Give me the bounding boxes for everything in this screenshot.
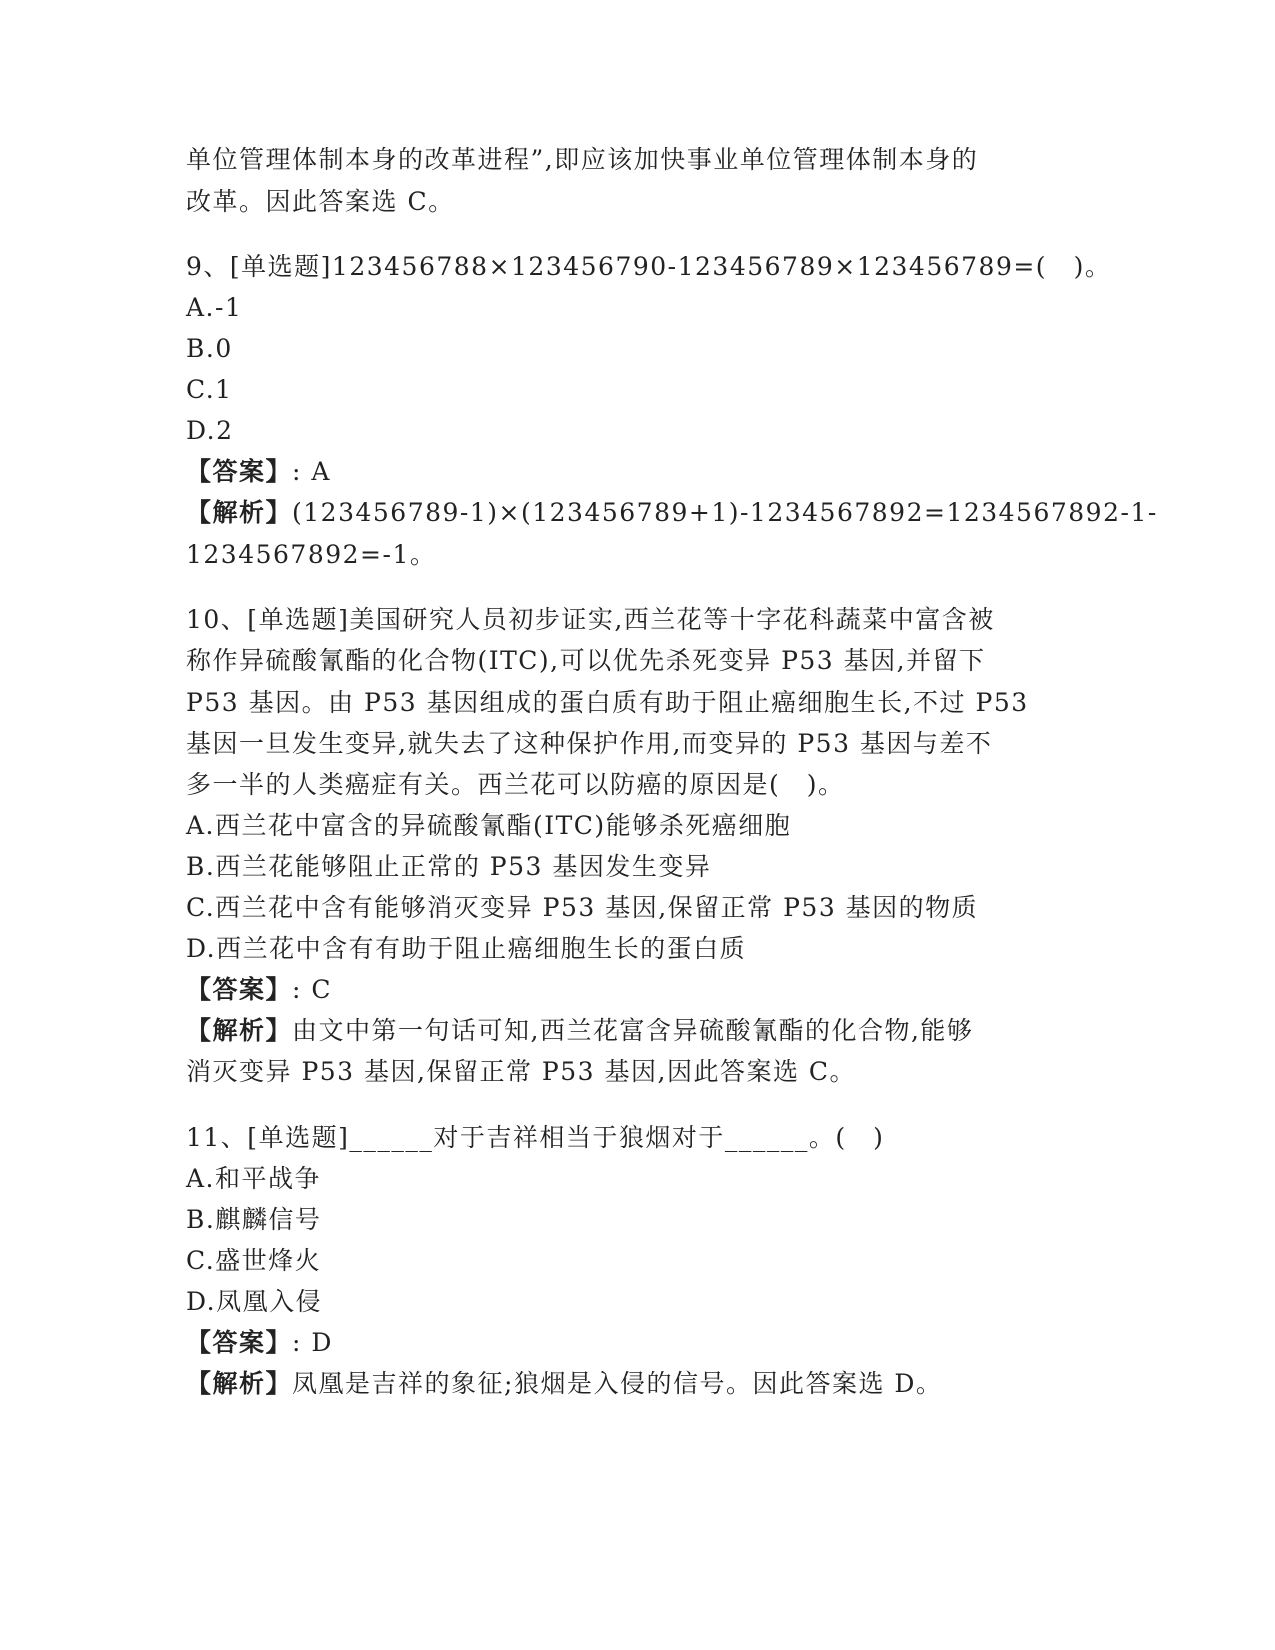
q11-analysis-text: 凤凰是吉祥的象征;狼烟是入侵的信号。因此答案选 D。 [292,1369,943,1398]
q10-analysis-line-1: 由文中第一句话可知,西兰花富含异硫酸氰酯的化合物,能够 [292,1016,974,1045]
q11-analysis-label: 【解析】 [186,1369,293,1398]
q11-option-b: B.麒麟信号 [186,1205,322,1234]
q10-question-line-1: 10、[单选题]美国研究人员初步证实,西兰花等十字花科蔬菜中富含被 [186,605,995,634]
q9-option-a: A.-1 [186,293,243,322]
q10-analysis-label: 【解析】 [186,1016,293,1045]
q10-option-a: A.西兰花中富含的异硫酸氰酯(ITC)能够杀死癌细胞 [186,811,792,840]
q9-analysis-label: 【解析】 [186,498,293,527]
q11-analysis [186,1367,942,1401]
q10-question-line-3: P53 基因。由 P53 基因组成的蛋白质有助于阻止癌细胞生长,不过 P53 [186,688,1029,717]
q10-analysis [186,1014,973,1048]
q10-question-line-4: 基因一旦发生变异,就失去了这种保护作用,而变异的 P53 基因与差不 [186,729,993,758]
q9-answer-label: 【答案】 [186,457,293,486]
q9-option-b: B.0 [186,334,233,363]
q10-option-d: D.西兰花中含有有助于阻止癌细胞生长的蛋白质 [186,934,747,963]
q10-answer-value: : C [292,975,333,1004]
q10-answer [186,973,332,1007]
q10-option-c: C.西兰花中含有能够消灭变异 P53 基因,保留正常 P53 基因的物质 [186,893,979,922]
q10-analysis-line-2: 消灭变异 P53 基因,保留正常 P53 基因,因此答案选 C。 [186,1057,857,1086]
q9-analysis [186,496,1158,530]
q11-answer-label: 【答案】 [186,1328,293,1357]
intro-line-1: 单位管理体制本身的改革进程”,即应该加快事业单位管理体制本身的 [186,145,979,174]
q11-answer [186,1326,333,1360]
intro-line-2: 改革。因此答案选 C。 [186,187,455,216]
q11-option-d: D.凤凰入侵 [186,1287,323,1316]
q11-option-a: A.和平战争 [186,1164,322,1193]
q11-question: 11、[单选题]______对于吉祥相当于狼烟对于______。( ) [186,1123,885,1152]
q9-analysis-line-1: (123456789-1)×(123456789+1)-1234567892=1234567892-1- [292,498,1158,527]
q9-analysis-line-2: 1234567892=-1。 [186,540,437,569]
q10-question-line-5: 多一半的人类癌症有关。西兰花可以防癌的原因是( )。 [186,770,845,799]
q9-answer [186,455,331,489]
q9-question: 9、[单选题]123456788×123456790-123456789×123456789=( )。 [186,252,1112,281]
q9-answer-value: : A [292,457,331,486]
q11-answer-value: : D [292,1328,333,1357]
q9-option-d: D.2 [186,416,234,445]
q9-option-c: C.1 [186,375,233,404]
q11-option-c: C.盛世烽火 [186,1246,322,1275]
q10-question-line-2: 称作异硫酸氰酯的化合物(ITC),可以优先杀死变异 P53 基因,并留下 [186,646,986,675]
q10-answer-label: 【答案】 [186,975,293,1004]
q10-option-b: B.西兰花能够阻止正常的 P53 基因发生变异 [186,852,712,881]
